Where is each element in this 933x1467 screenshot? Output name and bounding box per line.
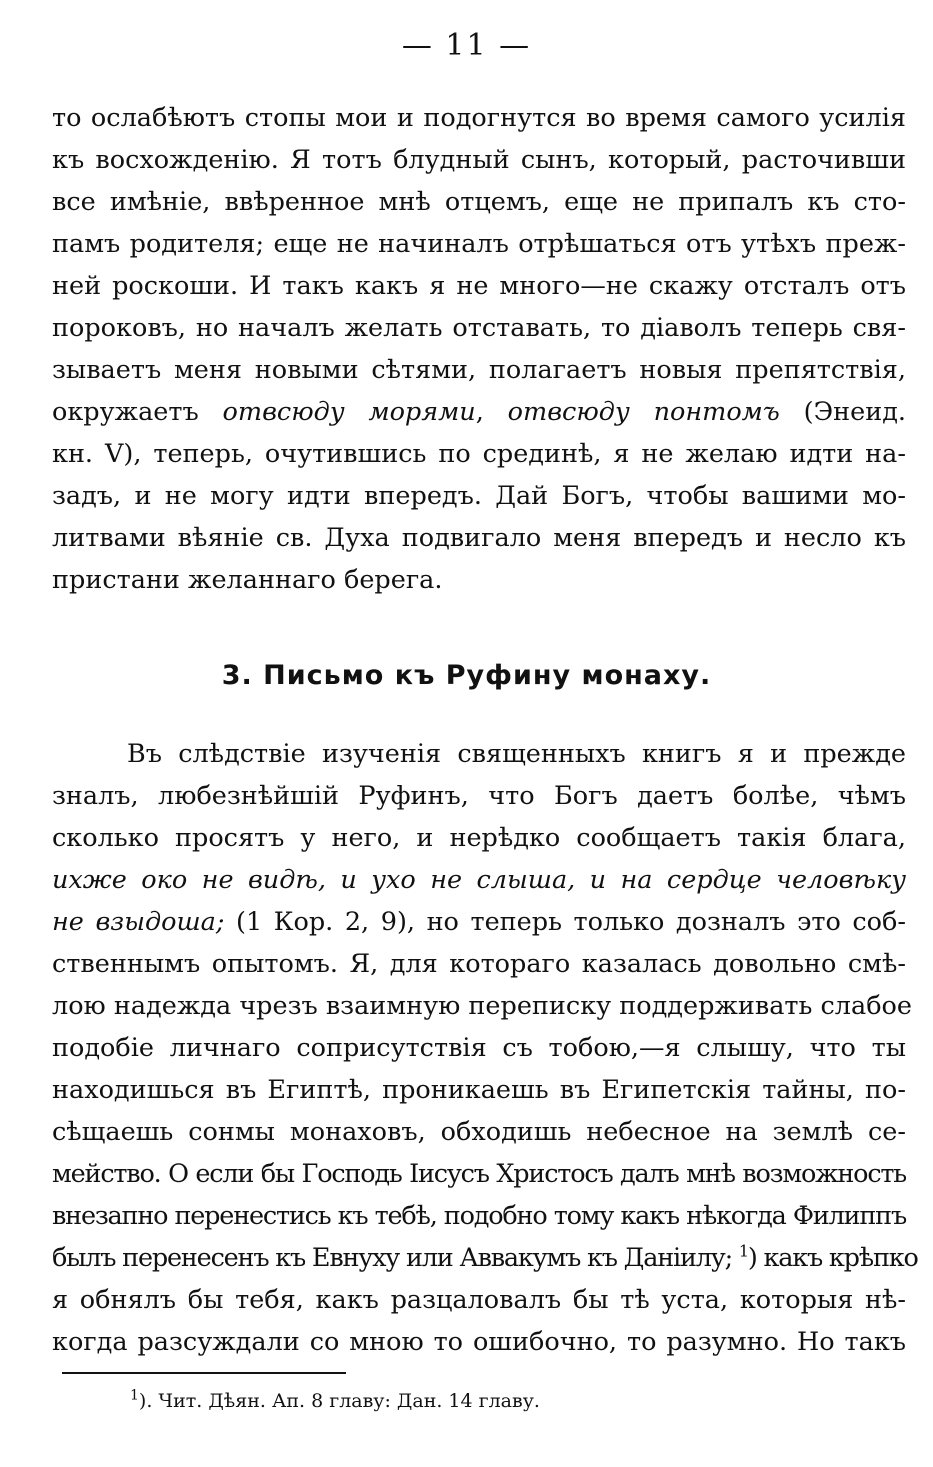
text-line: къ восхожденію. Я тотъ блудный сынъ, который, расточивши	[52, 145, 906, 175]
text-span: (1 Кор. 2, 9), но теперь только дозналъ это соб-	[224, 907, 906, 937]
text-line	[52, 394, 906, 430]
text-line: я обнялъ бы тебя, какъ разцаловалъ бы тѣ уста, которыя нѣ-	[52, 1285, 906, 1315]
footnote	[130, 1388, 540, 1414]
italic-quote: ихже око не видѣ, и ухо не слыша, и на сердце человѣку	[52, 865, 906, 895]
text-line: ней роскоши. И такъ какъ я не много—не скажу отсталъ отъ	[52, 271, 906, 301]
text-line: пороковъ, но началъ желать отставать, то діаволъ теперь свя-	[52, 313, 906, 343]
text-line: Въ слѣдствіе изученія священныхъ книгъ я и прежде	[127, 739, 906, 769]
text-line: памъ родителя; еще не начиналъ отрѣшаться отъ утѣхъ преж-	[52, 229, 906, 259]
text-line	[52, 1240, 918, 1276]
text-line: зываетъ меня новыми сѣтями, полагаетъ новыя препятствія,	[52, 355, 906, 385]
text-span: былъ перенесенъ къ Евнуху или Аввакумъ къ Даніилу;	[52, 1243, 739, 1273]
footnote-text: ). Чит. Дѣян. Ап. 8 главу: Дан. 14 главу.	[138, 1390, 540, 1412]
text-line: ственнымъ опытомъ. Я, для котораго казалась довольно смѣ-	[52, 949, 906, 979]
text-span: (Энеид.	[779, 397, 906, 427]
text-line: литвами вѣяніе св. Духа подвигало меня впередъ и несло къ	[52, 523, 906, 553]
text-line: все имѣніе, ввѣренное мнѣ отцемъ, еще не припалъ къ сто-	[52, 187, 906, 217]
text-span: окружаетъ	[52, 397, 223, 427]
text-line: сѣщаешь сонмы монаховъ, обходишь небесное на землѣ се-	[52, 1117, 906, 1147]
text-line: подобіе личнаго соприсутствія съ тобою,—я слышу, что ты	[52, 1033, 906, 1063]
text-line: лою надежда чрезъ взаимную переписку поддерживать слабое	[52, 991, 913, 1021]
text-span: ) какъ крѣпко	[747, 1243, 918, 1273]
text-line: внезапно перенестись къ тебѣ, подобно тому какъ нѣкогда Филиппъ	[52, 1201, 906, 1231]
text-line: задъ, и не могу идти впередъ. Дай Богъ, чтобы вашими мо-	[52, 481, 906, 511]
footnote-marker: 1	[130, 1387, 139, 1404]
page-number: — 11 —	[401, 28, 532, 63]
italic-quote: отвсюду морями	[222, 397, 476, 427]
text-line	[52, 862, 906, 898]
section-heading: 3. Письмо къ Руфину монаху.	[221, 660, 712, 691]
text-line: находишься въ Египтѣ, проникаешь въ Египетскія тайны, по-	[52, 1075, 906, 1105]
text-line: мейство. О если бы Господь Іисусъ Христосъ далъ мнѣ возможность	[52, 1159, 906, 1189]
text-line: пристани желаннаго берега.	[52, 565, 443, 595]
text-line	[52, 904, 906, 940]
text-line: сколько просятъ у него, и нерѣдко сообщаетъ такія блага,	[52, 823, 906, 853]
footnote-reference: 1	[738, 1241, 748, 1261]
text-line: кн. V), теперь, очутившись по срединѣ, я не желаю идти на-	[52, 439, 906, 469]
text-span: ,	[475, 397, 508, 427]
text-line: зналъ, любезнѣйшій Руфинъ, что Богъ даетъ болѣе, чѣмъ	[52, 781, 906, 811]
italic-quote: не взыдоша;	[52, 907, 225, 937]
italic-quote: отвсюду понтомъ	[507, 397, 780, 427]
text-line: когда разсуждали со мною то ошибочно, то разумно. Но такъ	[52, 1327, 906, 1357]
footnote-divider	[62, 1372, 346, 1374]
text-line: то ослабѣютъ стопы мои и подогнутся во время самого усилія	[52, 103, 906, 133]
